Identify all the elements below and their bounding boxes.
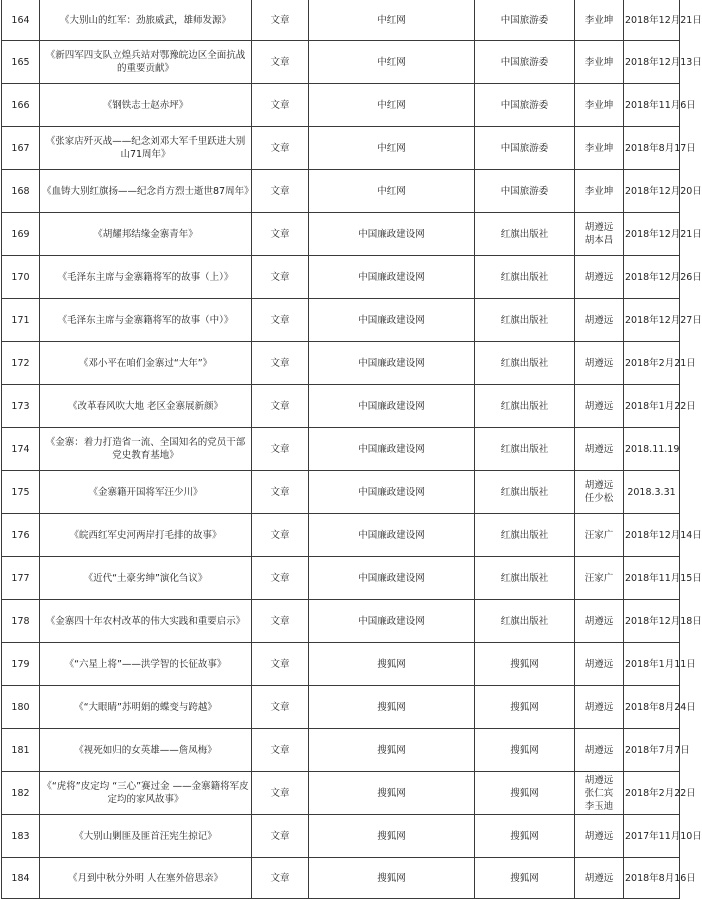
author-cell	[575, 858, 624, 899]
author-cell	[575, 428, 624, 471]
publish-org: 中国旅游委	[475, 41, 575, 84]
article-type: 文章	[252, 815, 309, 858]
author-name: 李业坤	[584, 99, 614, 111]
publish-org: 红旗出版社	[475, 600, 575, 643]
row-number: 164	[2, 0, 40, 41]
row-number: 169	[2, 213, 40, 256]
publish-org: 红旗出版社	[475, 514, 575, 557]
table-row	[2, 256, 680, 299]
author-cell	[575, 127, 624, 170]
publish-org: 红旗出版社	[475, 471, 575, 514]
author-cell	[575, 729, 624, 772]
article-title: 《血铸大别红旗扬——纪念肖方烈士逝世87周年》	[40, 170, 252, 213]
article-type: 文章	[252, 256, 309, 299]
article-type: 文章	[252, 858, 309, 899]
author-name: 胡遵远	[584, 480, 614, 491]
article-type: 文章	[252, 0, 309, 41]
publish-org: 搜狐网	[475, 815, 575, 858]
publication-table	[1, 0, 702, 899]
author-name: 胡遵远	[584, 357, 614, 369]
publish-date: 2018年12月26日	[624, 256, 680, 299]
publish-date: 2018年12月18日	[624, 600, 680, 643]
article-type: 文章	[252, 299, 309, 342]
row-number: 179	[2, 643, 40, 686]
row-number: 178	[2, 600, 40, 643]
publish-platform: 中红网	[309, 0, 475, 41]
article-title: 《大别山剿匪及匪首汪宪生掠记》	[40, 815, 252, 858]
publish-date: 2018年2月21日	[624, 342, 680, 385]
row-number: 180	[2, 686, 40, 729]
publish-org: 中国旅游委	[475, 127, 575, 170]
article-title: 《毛泽东主席与金寨籍将军的故事（中）》	[40, 299, 252, 342]
publish-org: 红旗出版社	[475, 428, 575, 471]
publish-org: 红旗出版社	[475, 299, 575, 342]
table-row	[2, 41, 680, 84]
article-title: 《大别山的红军：劲旅威武，雄师发源》	[40, 0, 252, 41]
publish-date: 2018年12月20日	[624, 170, 680, 213]
author-name: 李业坤	[584, 56, 614, 68]
publish-platform: 中红网	[309, 127, 475, 170]
row-number: 171	[2, 299, 40, 342]
publish-org: 搜狐网	[475, 772, 575, 815]
publish-platform: 搜狐网	[309, 643, 475, 686]
table-row	[2, 170, 680, 213]
publish-platform: 中国廉政建设网	[309, 514, 475, 557]
article-type: 文章	[252, 772, 309, 815]
author-cell	[575, 686, 624, 729]
article-title: 《张家店歼灭战——纪念刘邓大军千里跃进大别山71周年》	[40, 127, 252, 170]
author-cell	[575, 213, 624, 256]
author-name: 任少松	[584, 493, 614, 504]
publish-org: 搜狐网	[475, 858, 575, 899]
author-name: 张仁宾	[584, 787, 614, 799]
publish-date: 2018.3.31	[624, 471, 680, 514]
article-title: 《“大眼睛”苏明娟的蝶变与跨越》	[40, 686, 252, 729]
table-row	[2, 428, 680, 471]
article-type: 文章	[252, 557, 309, 600]
publish-date: 2017年11月10日	[624, 815, 680, 858]
publish-platform: 搜狐网	[309, 686, 475, 729]
article-type: 文章	[252, 600, 309, 643]
publish-platform: 中国廉政建设网	[309, 342, 475, 385]
publish-date: 2018年1月22日	[624, 385, 680, 428]
row-number: 172	[2, 342, 40, 385]
publish-platform: 中红网	[309, 41, 475, 84]
author-cell	[575, 514, 624, 557]
author-name: 胡遵远	[584, 443, 614, 455]
author-name: 胡遵远	[584, 271, 614, 283]
publish-org: 红旗出版社	[475, 342, 575, 385]
table-row	[2, 858, 680, 899]
author-cell	[575, 600, 624, 643]
author-name: 胡遵远	[584, 872, 614, 884]
table-body	[2, 0, 702, 899]
publish-org: 搜狐网	[475, 686, 575, 729]
author-name: 李玉迪	[584, 800, 614, 812]
article-title: 《改革春风吹大地 老区金寨展新颜》	[40, 385, 252, 428]
table-row	[2, 342, 680, 385]
author-cell	[575, 643, 624, 686]
author-cell	[575, 471, 624, 514]
publish-org: 红旗出版社	[475, 213, 575, 256]
table-row	[2, 729, 680, 772]
publish-date: 2018年12月21日	[624, 213, 680, 256]
article-title: 《“虎将”皮定均 “三心”赛过金 ——金寨籍将军皮定均的家风故事》	[40, 772, 252, 815]
article-title: 《金寨四十年农村改革的伟大实践和重要启示》	[40, 600, 252, 643]
article-type: 文章	[252, 729, 309, 772]
author-cell	[575, 84, 624, 127]
publish-platform: 搜狐网	[309, 858, 475, 899]
author-cell	[575, 0, 624, 41]
author-cell	[575, 256, 624, 299]
author-cell	[575, 299, 624, 342]
publish-date: 2018年12月21日	[624, 0, 680, 41]
table-row	[2, 557, 680, 600]
table-row	[2, 84, 680, 127]
table-row	[2, 514, 680, 557]
article-title: 《“六星上将”——洪学智的长征故事》	[40, 643, 252, 686]
publish-platform: 中国廉政建设网	[309, 256, 475, 299]
row-number: 170	[2, 256, 40, 299]
row-number: 184	[2, 858, 40, 899]
author-name: 李业坤	[584, 14, 614, 26]
author-name: 胡遵远	[584, 222, 614, 233]
article-type: 文章	[252, 471, 309, 514]
publish-platform: 中红网	[309, 170, 475, 213]
article-type: 文章	[252, 84, 309, 127]
table-row	[2, 0, 680, 41]
author-name: 胡本昌	[584, 235, 614, 246]
article-type: 文章	[252, 170, 309, 213]
table-row	[2, 686, 680, 729]
article-title: 《胡耀邦结缘金寨青年》	[40, 213, 252, 256]
table-row	[2, 299, 680, 342]
article-title: 《皖西红军史河两岸打毛排的故事》	[40, 514, 252, 557]
publish-platform: 中国廉政建设网	[309, 385, 475, 428]
article-type: 文章	[252, 127, 309, 170]
publish-date: 2018年2月22日	[624, 772, 680, 815]
author-name: 胡遵远	[584, 701, 614, 713]
row-number: 176	[2, 514, 40, 557]
author-cell	[575, 41, 624, 84]
publish-platform: 中国廉政建设网	[309, 557, 475, 600]
table-row	[2, 385, 680, 428]
article-type: 文章	[252, 428, 309, 471]
row-number: 181	[2, 729, 40, 772]
article-type: 文章	[252, 385, 309, 428]
row-number: 174	[2, 428, 40, 471]
publish-org: 中国旅游委	[475, 0, 575, 41]
author-name: 胡遵远	[584, 774, 614, 786]
publish-date: 2018年8月24日	[624, 686, 680, 729]
publish-date: 2018年12月13日	[624, 41, 680, 84]
table-row	[2, 600, 680, 643]
author-name: 李业坤	[584, 142, 614, 154]
article-type: 文章	[252, 213, 309, 256]
publish-org: 红旗出版社	[475, 385, 575, 428]
author-cell	[575, 772, 624, 815]
publish-org: 中国旅游委	[475, 170, 575, 213]
article-title: 《邓小平在咱们金寨过“大年”》	[40, 342, 252, 385]
row-number: 173	[2, 385, 40, 428]
publish-platform: 中国廉政建设网	[309, 471, 475, 514]
row-number: 167	[2, 127, 40, 170]
publish-date: 2018年8月16日	[624, 858, 680, 899]
author-cell	[575, 557, 624, 600]
publish-org: 红旗出版社	[475, 557, 575, 600]
table-row	[2, 471, 680, 514]
article-title: 《钢铁志士赵赤坪》	[40, 84, 252, 127]
table-row	[2, 127, 680, 170]
publish-date: 2018年7月7日	[624, 729, 680, 772]
publish-platform: 搜狐网	[309, 772, 475, 815]
table-row	[2, 815, 680, 858]
publish-date: 2018年11月15日	[624, 557, 680, 600]
article-title: 《金寨：着力打造省一流、全国知名的党员干部党史教育基地》	[40, 428, 252, 471]
author-name: 胡遵远	[584, 830, 614, 842]
article-title: 《金寨籍开国将军汪少川》	[40, 471, 252, 514]
publish-platform: 搜狐网	[309, 815, 475, 858]
publish-org: 中国旅游委	[475, 84, 575, 127]
article-title: 《新四军四支队立煌兵站对鄂豫皖边区全面抗战的重要贡献》	[40, 41, 252, 84]
article-title: 《毛泽东主席与金寨籍将军的故事（上）》	[40, 256, 252, 299]
publish-date: 2018年1月11日	[624, 643, 680, 686]
publish-date: 2018.11.19	[624, 428, 680, 471]
author-name: 李业坤	[584, 185, 614, 197]
row-number: 183	[2, 815, 40, 858]
publish-org: 搜狐网	[475, 729, 575, 772]
author-name: 汪家广	[584, 572, 614, 584]
publish-date: 2018年12月27日	[624, 299, 680, 342]
publish-date: 2018年8月17日	[624, 127, 680, 170]
author-name: 胡遵远	[584, 658, 614, 670]
article-title: 《近代“土豪劣绅”演化刍议》	[40, 557, 252, 600]
article-type: 文章	[252, 643, 309, 686]
row-number: 175	[2, 471, 40, 514]
article-title: 《视死如归的女英雄——詹凤梅》	[40, 729, 252, 772]
row-number: 166	[2, 84, 40, 127]
table-row	[2, 772, 680, 815]
row-number: 168	[2, 170, 40, 213]
article-type: 文章	[252, 686, 309, 729]
author-cell	[575, 342, 624, 385]
author-cell	[575, 170, 624, 213]
publish-date: 2018年11月6日	[624, 84, 680, 127]
author-name: 胡遵远	[584, 314, 614, 326]
author-name: 胡遵远	[584, 400, 614, 412]
publish-platform: 中国廉政建设网	[309, 213, 475, 256]
row-number: 177	[2, 557, 40, 600]
publish-platform: 中国廉政建设网	[309, 299, 475, 342]
row-number: 165	[2, 41, 40, 84]
publish-org: 搜狐网	[475, 643, 575, 686]
article-type: 文章	[252, 514, 309, 557]
publish-org: 红旗出版社	[475, 256, 575, 299]
table-row	[2, 643, 680, 686]
article-type: 文章	[252, 41, 309, 84]
article-type: 文章	[252, 342, 309, 385]
publish-platform: 中国廉政建设网	[309, 428, 475, 471]
article-title: 《月到中秋分外明 人在塞外倍思亲》	[40, 858, 252, 899]
publish-platform: 中红网	[309, 84, 475, 127]
author-name: 胡遵远	[584, 744, 614, 756]
publish-date: 2018年12月14日	[624, 514, 680, 557]
publish-platform: 中国廉政建设网	[309, 600, 475, 643]
publish-platform: 搜狐网	[309, 729, 475, 772]
author-name: 汪家广	[584, 529, 614, 541]
author-cell	[575, 385, 624, 428]
row-number: 182	[2, 772, 40, 815]
author-name: 胡遵远	[584, 615, 614, 627]
table-row	[2, 213, 680, 256]
author-cell	[575, 815, 624, 858]
